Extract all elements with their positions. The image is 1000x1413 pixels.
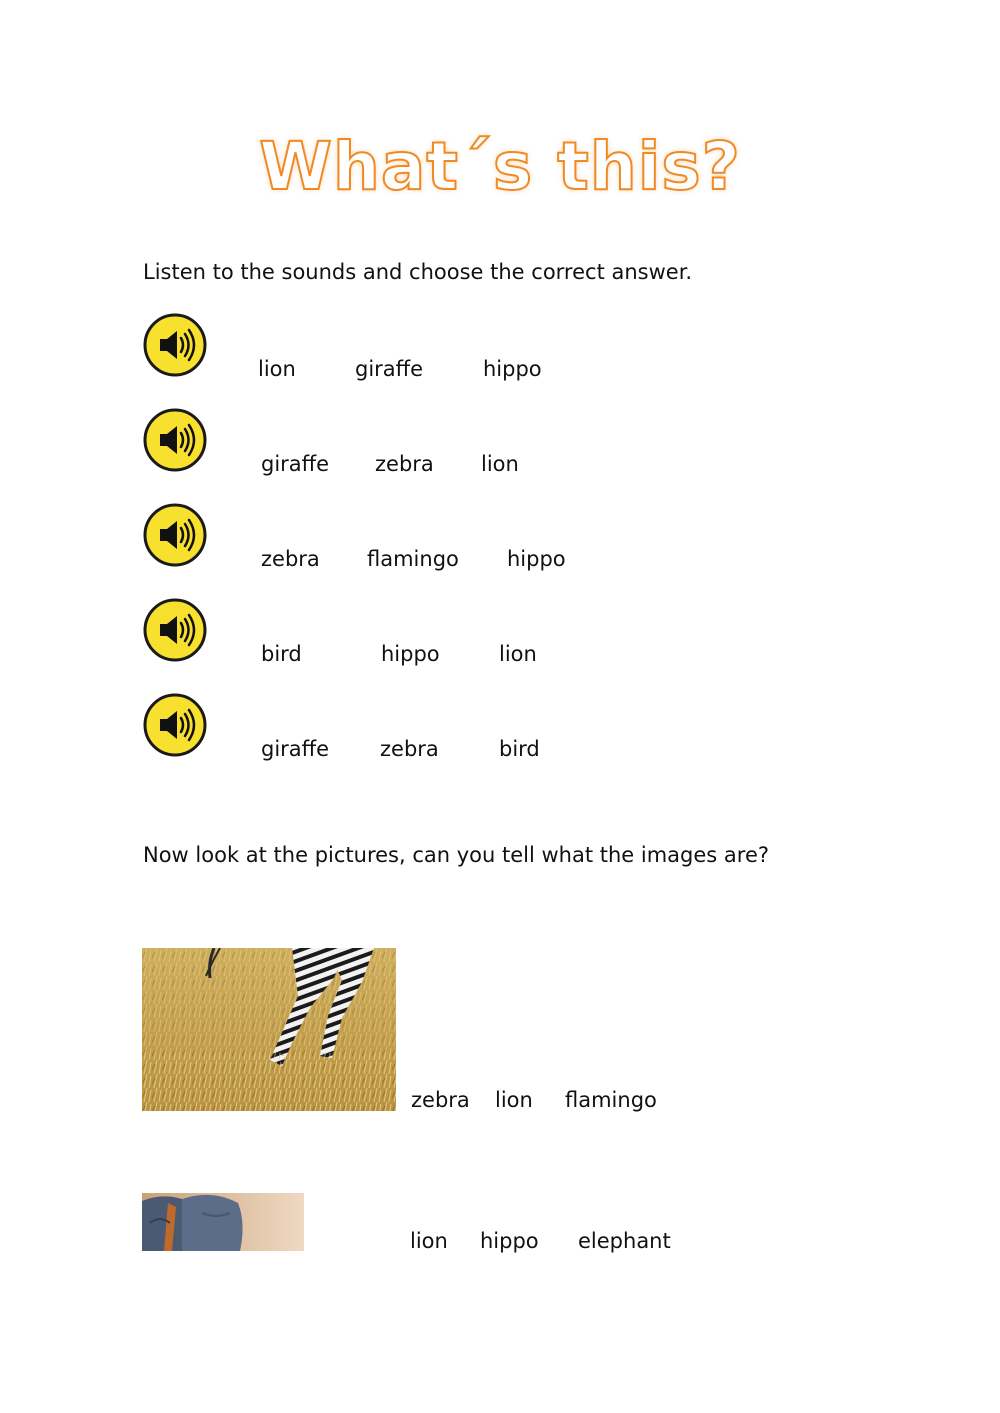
option-zebra[interactable]: zebra [375, 452, 434, 476]
play-sound-button-4[interactable] [143, 598, 207, 662]
speaker-icon [143, 503, 207, 567]
option-lion[interactable]: lion [258, 357, 296, 381]
listen-instruction: Listen to the sounds and choose the correct answer. [143, 260, 693, 284]
option-lion[interactable]: lion [495, 1088, 533, 1112]
option-hippo[interactable]: hippo [480, 1229, 539, 1253]
option-zebra[interactable]: zebra [380, 737, 439, 761]
option-lion[interactable]: lion [410, 1229, 448, 1253]
option-flamingo[interactable]: flamingo [367, 547, 459, 571]
look-instruction: Now look at the pictures, can you tell what the images are? [143, 843, 770, 867]
option-hippo[interactable]: hippo [381, 642, 440, 666]
option-bird[interactable]: bird [261, 642, 302, 666]
option-giraffe[interactable]: giraffe [261, 737, 330, 761]
option-bird[interactable]: bird [499, 737, 540, 761]
play-sound-button-5[interactable] [143, 693, 207, 757]
zebra-legs-photo [142, 948, 396, 1111]
option-flamingo[interactable]: flamingo [565, 1088, 657, 1112]
option-zebra[interactable]: zebra [261, 547, 320, 571]
option-hippo[interactable]: hippo [483, 357, 542, 381]
option-lion[interactable]: lion [481, 452, 519, 476]
option-giraffe[interactable]: giraffe [355, 357, 424, 381]
speaker-icon [143, 693, 207, 757]
play-sound-button-2[interactable] [143, 408, 207, 472]
speaker-icon [143, 313, 207, 377]
speaker-icon [143, 408, 207, 472]
option-lion[interactable]: lion [499, 642, 537, 666]
play-sound-button-3[interactable] [143, 503, 207, 567]
elephant-photo [142, 1193, 304, 1251]
option-elephant[interactable]: elephant [578, 1229, 671, 1253]
option-zebra[interactable]: zebra [411, 1088, 470, 1112]
play-sound-button-1[interactable] [143, 313, 207, 377]
page-title: What´s this? [259, 128, 741, 205]
option-hippo[interactable]: hippo [507, 547, 566, 571]
speaker-icon [143, 598, 207, 662]
option-giraffe[interactable]: giraffe [261, 452, 330, 476]
